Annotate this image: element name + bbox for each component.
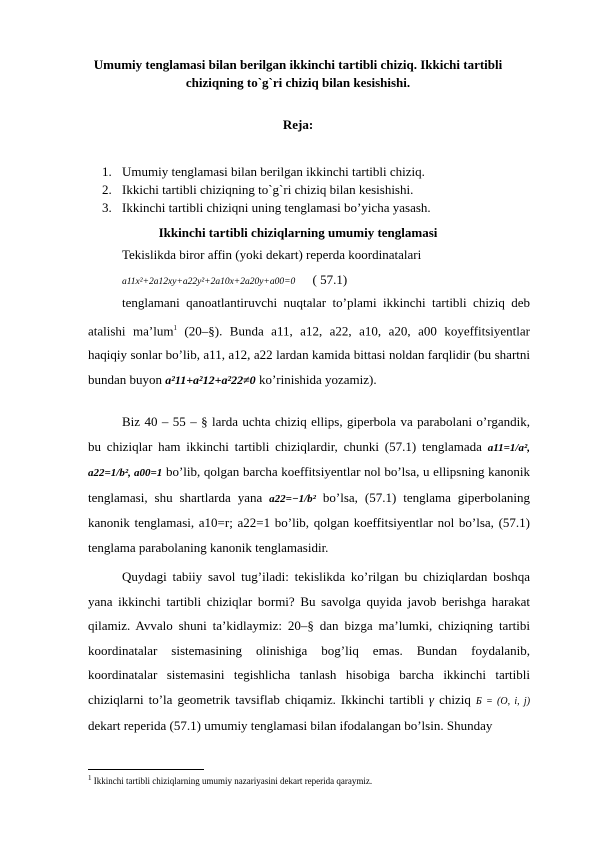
plan-heading: Reja: — [282, 117, 314, 132]
footnote-mark: 1 — [173, 323, 177, 332]
hyperbola-condition: a22=−1/b² — [269, 492, 316, 505]
frame-notation: Б = (O, i, j) — [475, 695, 531, 707]
gamma-symbol: γ — [428, 691, 435, 707]
equation-text: a11x²+2a12xy+a22y²+2a10x+2a20y+a00=0 — [122, 277, 296, 287]
paragraph-question: Quydagi tabiiy savol tug’iladi: tekislikda ko’rilgan bu chiziqlardan boshqa yana ikkinchi tartibli chiziqlar bormi? Bu savolga quyida javob berishga harakat qilamiz. Avvalo shuni ta’kidlaymiz: 20–§ dan bizga ma’lumki, chiziqning tartibi koordinatalar sistemasining olinishiga bog’liq emas. Bundan foydalanib, koordinatalar sistemasini tegishlicha tanlash hisobiga barcha ikkinchi tartibli chiziqlarni to’la geometrik tavsiflab chiqamiz. Ikkinchi tartibli γ chiziq Б = (O, i, j) dekart reperida (57.1) umumiy tenglamasi bilan ifodalangan bo’lsin. Shunday — [88, 569, 531, 733]
equation-number: ( 57.1) — [312, 272, 348, 287]
page-title: Umumiy tenglamasi bilan berilgan ikkinchi tartibli chiziq. Ikkichi tartibli chiziqning to`g`ri chiziq bilan kesishishi. — [93, 57, 503, 90]
list-item: 3. Ikkinchi tartibli chiziqni uning tenglamasi bo’yicha yasash. — [102, 200, 431, 215]
paragraph-curves: Biz 40 – 55 – § larda uchta chiziq ellips, giperbola va parabolani o’rgandik, bu chiziqlar ham ikkinchi tartibli chiziqlardir, chunki (57.1) tenglamada a11=1/a², a22=1/b², a00=1 bo’lib, qolgan barcha koeffitsiyentlar nol bo’lsa, u ellipsning kanonik tenglamasi, shu shartlarda yana a22=−1/b² bo’lsa, (57.1) tenglama giperbolaning kanonik tenglamasi, a10=r; a22=1 bo’lib, qolgan koeffitsiyentlar nol bo’lsa, (57.1) tenglama parabolaning kanonik tenglamasidir. — [88, 414, 530, 555]
paragraph-definition: tenglamani qanoatlantiruvchi nuqtalar to’plami ikkinchi tartibli chiziq deb atalishi ma’lum$^1$ (20–§). Bunda a11, a12, a22, a10, a20, a00 koyeffitsiyentlar haqiqiy sonlar bo’lib, a11, a12, a22 lardan kamida bittasi noldan farqlidir (bu shartni bundan buyon a²11+a²12+a²22≠0 ko’rinishida yozamiz). — [88, 295, 531, 387]
main-equation — [122, 272, 347, 288]
footnote-divider — [88, 769, 204, 770]
plan-list — [102, 163, 431, 217]
footnote: $^1$ Ikkinchi tartibli chiziqlarning umumiy nazariyasini dekart reperida qaraymiz. — [88, 774, 373, 786]
paragraph-intro: Tekislikda biror affin (yoki dekart) reperda koordinatalari — [122, 247, 422, 262]
section-title: Ikkinchi tartibli chiziqlarning umumiy tenglamasi — [158, 225, 438, 240]
list-item: 1. Umumiy tenglamasi bilan berilgan ikkinchi tartibli chiziq. — [102, 164, 425, 179]
ellipse-condition: a11=1/a², a22=1/b², a00=1 — [88, 441, 530, 479]
condition-formula: a²11+a²12+a²22≠0 — [165, 372, 256, 387]
list-item: 2. Ikkichi tartibli chiziqning to`g`ri chiziq bilan kesishishi. — [102, 182, 414, 197]
